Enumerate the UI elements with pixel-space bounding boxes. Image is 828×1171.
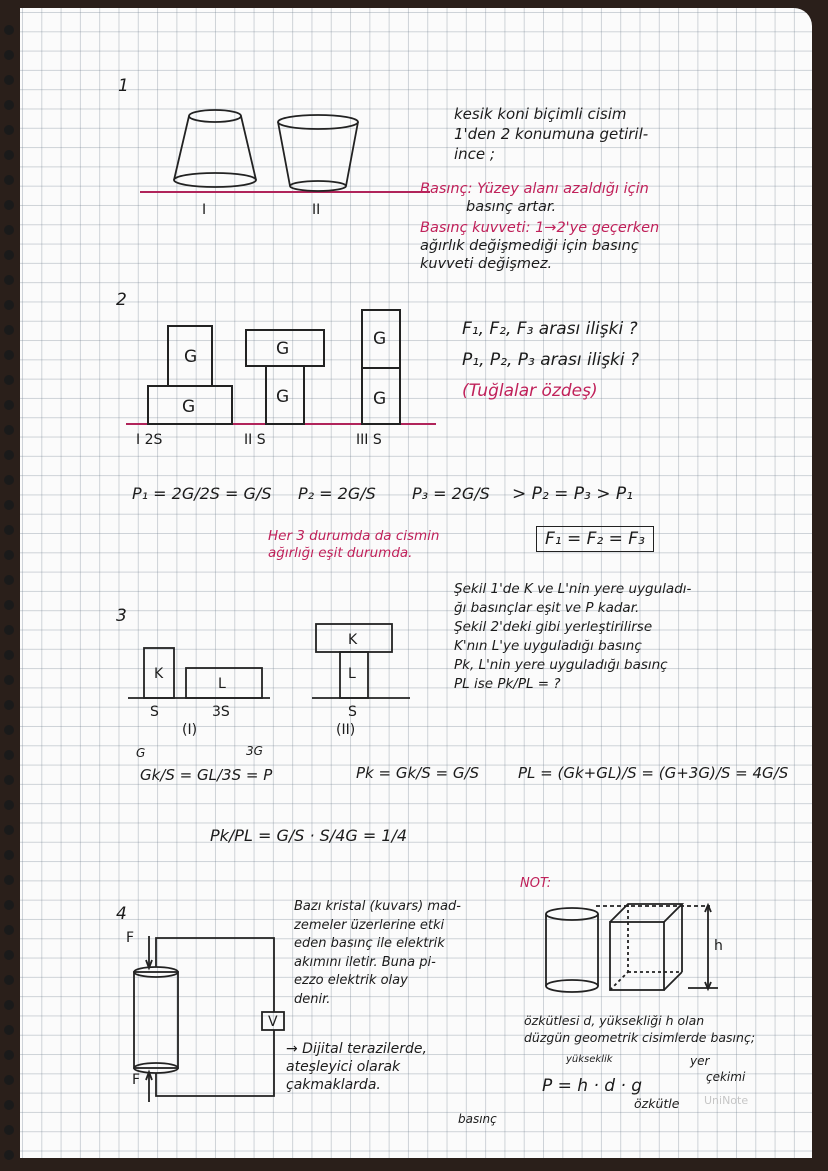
brick-pos-label-2: II S xyxy=(244,432,266,448)
note-title: NOT: xyxy=(520,876,552,891)
equation-pk: Pk = Gk/S = G/S xyxy=(356,764,480,782)
prism-front xyxy=(610,922,664,990)
equation-pl: PL = (Gk+GL)/S = (G+3G)/S = 4G/S xyxy=(518,764,789,782)
label-yer: yer xyxy=(690,1054,710,1068)
equation-ratio: Pk/PL = G/S · S/4G = 1/4 xyxy=(210,826,408,845)
brick-pos-label-3: III S xyxy=(356,432,382,448)
force-label-top: F xyxy=(126,930,135,946)
brick-label: G xyxy=(276,387,290,407)
label-cekimi: çekimi xyxy=(706,1070,746,1084)
label-l: L xyxy=(218,676,226,692)
3g-annotation: 3G xyxy=(246,744,263,758)
brick-label: G xyxy=(373,389,387,409)
pressure-result: > P₂ = P₃ > P₁ xyxy=(512,484,633,504)
note-formula: P = h · d · g xyxy=(542,1076,643,1096)
voltmeter-label: V xyxy=(268,1014,278,1030)
section-4-uses: → Dijital terazilerde, ateşleyici olarak çakmaklarda. xyxy=(286,1041,427,1093)
section-2-note: Her 3 durumda da cismin ağırlığı eşit durumda. xyxy=(268,528,440,561)
section-2-number: 2 xyxy=(116,290,127,310)
spiral-binding xyxy=(0,0,26,1171)
section-1-force-text: Basınç kuvveti: 1→2'ye geçerken ağırlık değişmediği için basınç kuvveti değişmez. xyxy=(420,220,660,272)
label-l: L xyxy=(348,666,356,682)
frustum-position-2 xyxy=(278,115,358,191)
piezo-circuit-figure xyxy=(124,924,304,1114)
section-1-pressure-text: Basınç: Yüzey alanı azaldığı için basınç artar. xyxy=(420,181,649,215)
section-2-bricks-figure xyxy=(126,300,446,450)
note-text: özkütlesi d, yüksekliği h olan düzgün geometrik cisimlerde basınç; xyxy=(524,1013,756,1045)
section-3-text: Şekil 1'de K ve L'nin yere uyguladı- ğı basınçlar eşit ve P kadar. Şekil 2'deki gibi yerleştirilirse K'nın L'ye uyguladığı basınç Pk, L'nin yere uyguladığı basınç PL ise Pk/PL = ? xyxy=(454,581,692,692)
position-label-2: II xyxy=(312,202,321,218)
position-label-1: I xyxy=(202,202,207,218)
section-1-figure xyxy=(140,108,440,218)
label-s: S xyxy=(150,704,159,720)
brick-pos-label-1: I 2S xyxy=(136,432,163,448)
label-3s: 3S xyxy=(212,704,230,720)
force-result-box: F₁ = F₂ = F₃ xyxy=(536,526,654,552)
section-3-number: 3 xyxy=(116,606,127,626)
label-k: K xyxy=(348,632,358,648)
frustum-position-1 xyxy=(174,110,256,187)
g-annotation: G xyxy=(136,746,146,760)
section-4-number: 4 xyxy=(116,904,127,924)
brick-label: G xyxy=(373,329,387,349)
brick-label: G xyxy=(276,339,290,359)
section-2-questions: F₁, F₂, F₃ arası ilişki ? P₁, P₂, P₃ arası ilişki ? (Tuğlalar özdeş) xyxy=(462,319,640,401)
label-ozkutle: özkütle xyxy=(634,1096,680,1111)
height-label: h xyxy=(714,938,723,954)
brick-label: G xyxy=(182,397,196,417)
equation-p1: P₁ = 2G/2S = G/S xyxy=(132,484,272,503)
section-1-description: kesik koni biçimli cisim 1'den 2 konumuna getiril- ince ; xyxy=(454,105,649,163)
label-yukseklik: yükseklik xyxy=(566,1054,613,1065)
section-3-figure-1 xyxy=(128,636,278,746)
brick-label: G xyxy=(184,347,198,367)
section-4-text: Bazı kristal (kuvars) mad- zemeler üzerlerine etki eden basınç ile elektrik akımını iletir. Buna pi- ezzo elektrik olay denir. xyxy=(294,899,461,1007)
force-label-bottom: F xyxy=(132,1072,141,1088)
label-s: S xyxy=(348,704,357,720)
section-1-number: 1 xyxy=(118,76,129,96)
watermark: UniNote xyxy=(704,1094,749,1107)
figure-label-1: (I) xyxy=(182,722,198,738)
note-figure xyxy=(540,896,770,1006)
section-3-figure-2 xyxy=(300,618,420,748)
label-k: K xyxy=(154,666,164,682)
basinc-label: basınç xyxy=(458,1112,497,1126)
figure-label-2: (II) xyxy=(336,722,356,738)
equation-p3: P₃ = 2G/S xyxy=(412,484,490,503)
equation-equal-pressure: Gk/S = GL/3S = P xyxy=(140,766,273,784)
equation-p2: P₂ = 2G/S xyxy=(298,484,376,503)
crystal-cylinder xyxy=(134,972,178,1068)
